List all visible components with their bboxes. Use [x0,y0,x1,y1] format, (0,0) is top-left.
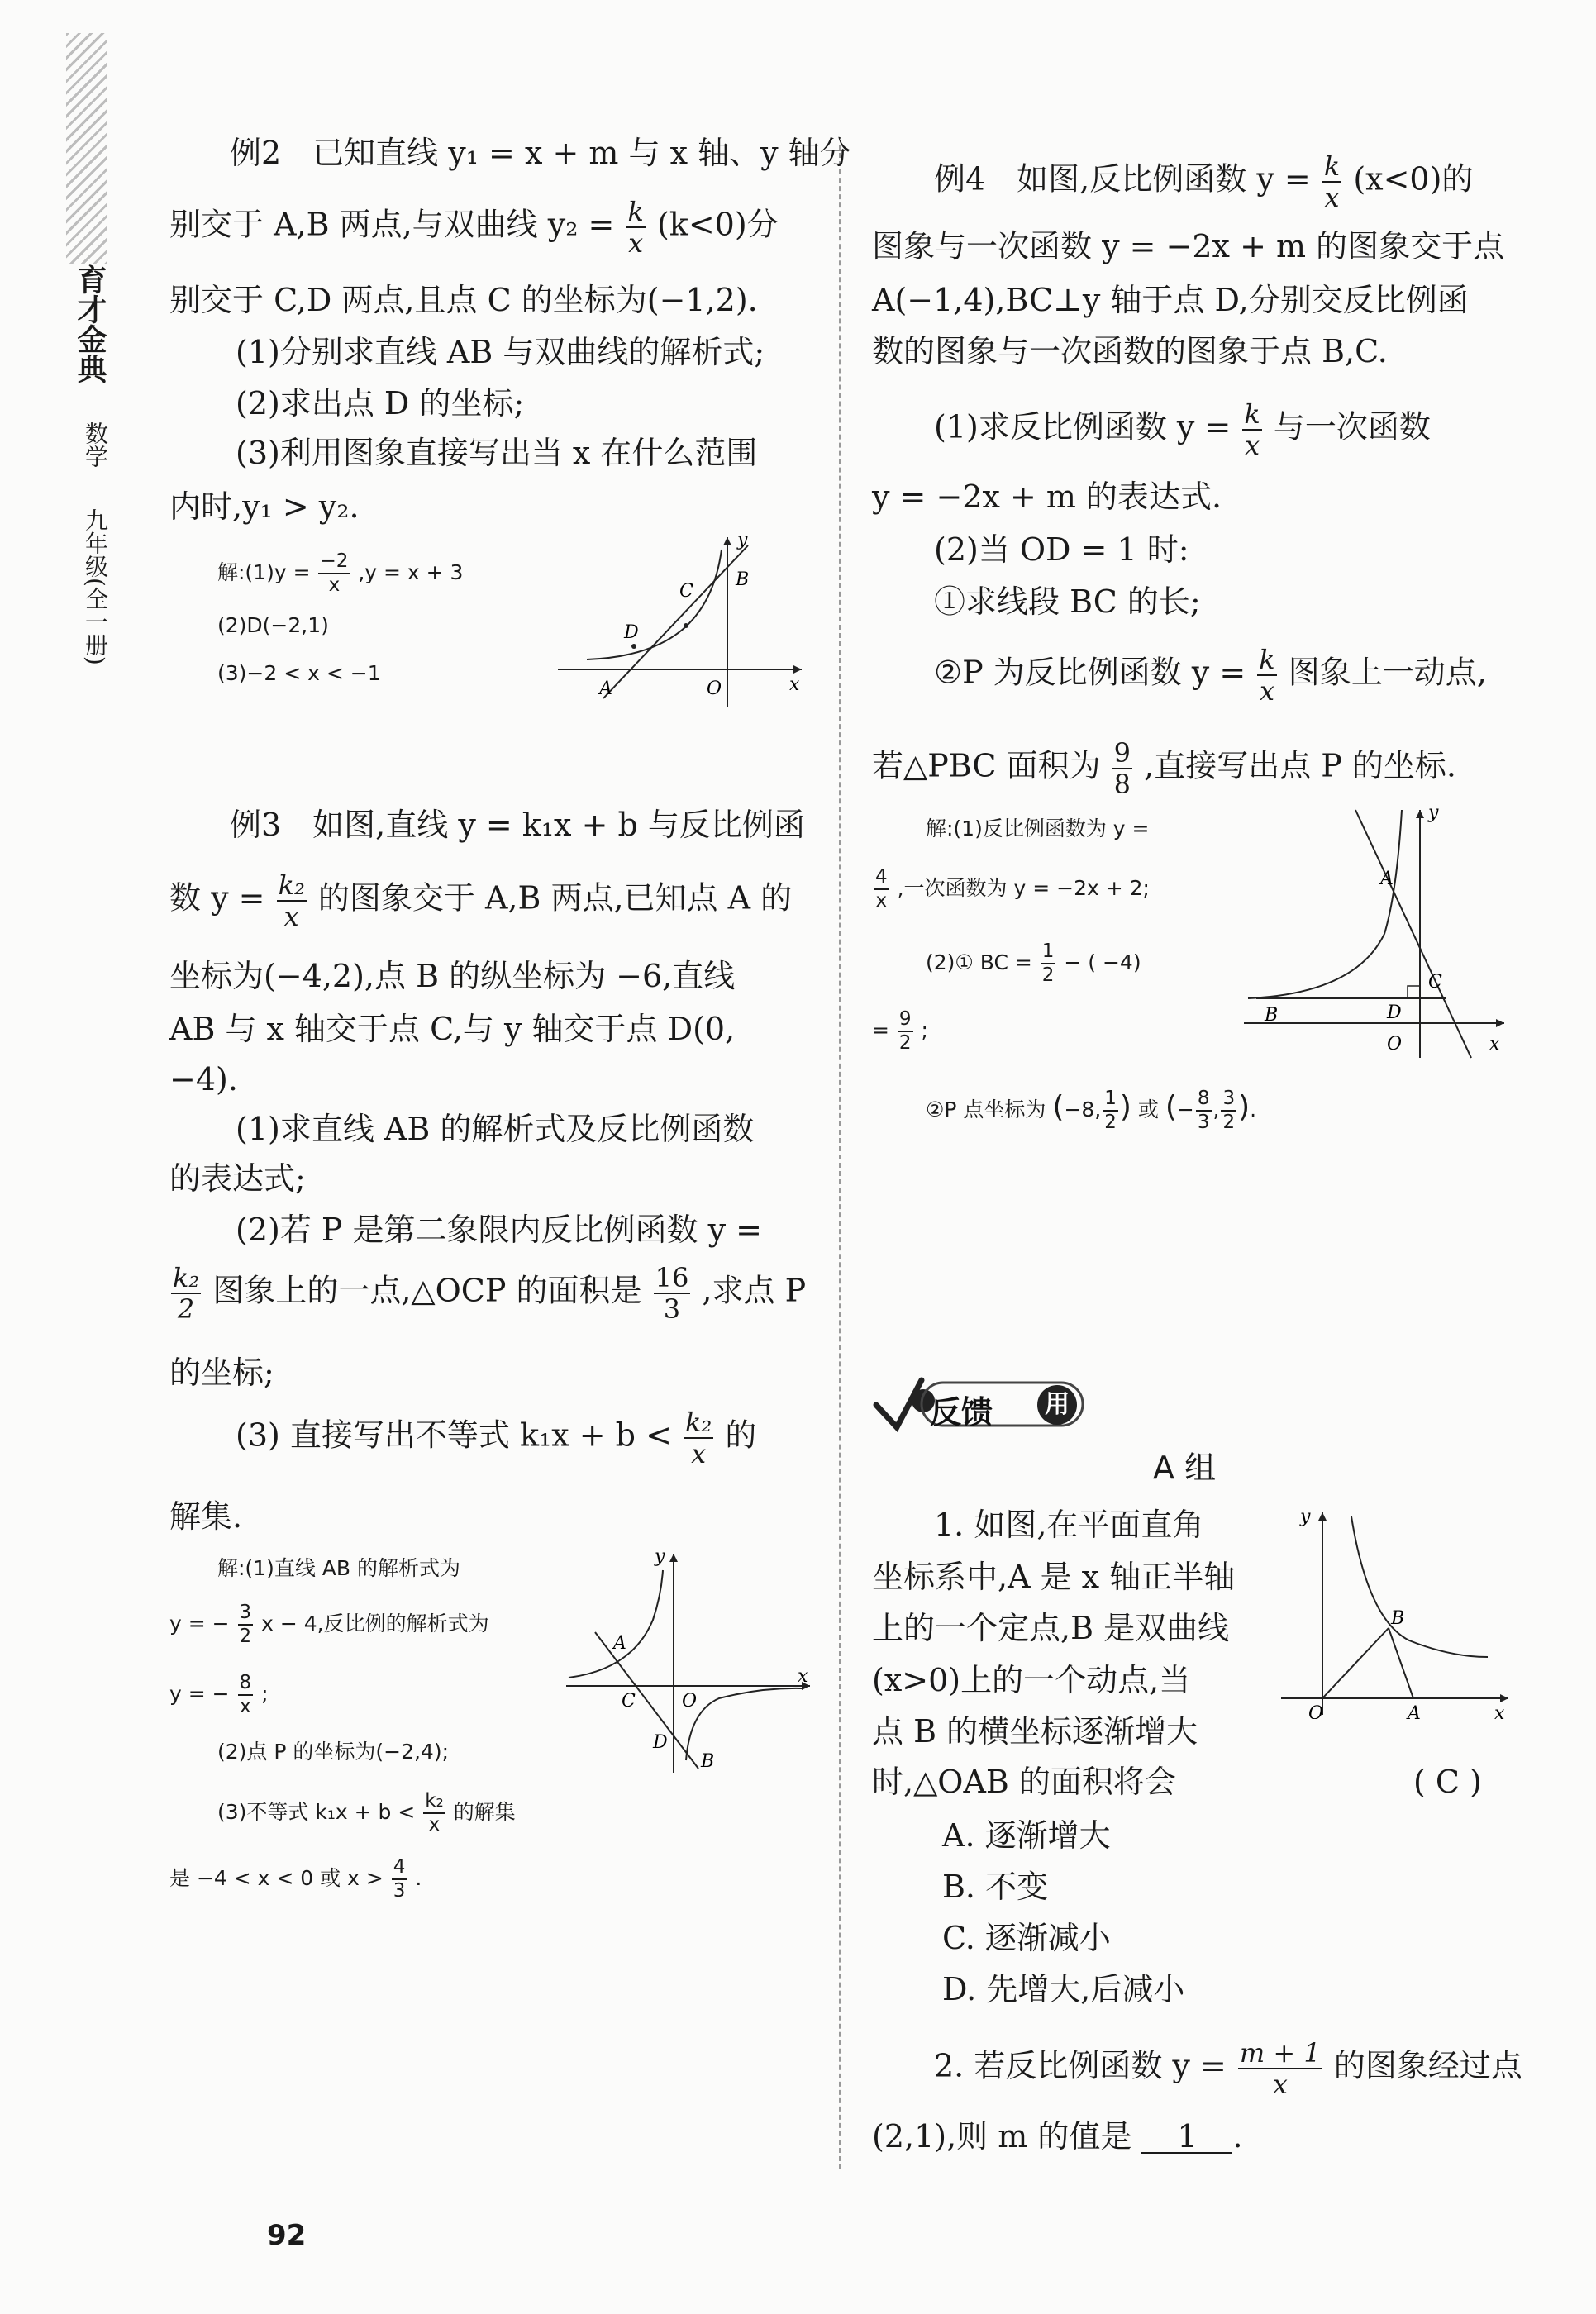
ex3-graph-B-label: B [701,1751,715,1772]
problem1-graph-y-label: y [1300,1507,1311,1527]
ex3-question2: (2)若 P 是第二象限内反比例函数 y = [236,1212,763,1248]
ex2-question3: (3)利用图象直接写出当 x 在什么范围 [236,435,758,471]
ex2-line3: 别交于 C,D 两点,且点 C 的坐标为(−1,2). [169,282,758,318]
ex3-graph [562,1545,827,1777]
column-divider [839,145,841,2169]
ex3-line3: 坐标为(−4,2),点 B 的纵坐标为 −6,直线 [169,958,736,994]
ex4-question2a: ①求线段 BC 的长; [934,583,1201,620]
ex3-solution1-a: 解:(1)直线 AB 的解析式为 [217,1556,460,1580]
ex3-line5: −4). [169,1061,238,1097]
ex3-graph-y-label: y [655,1546,665,1567]
problem1-answer: ( C ) [1413,1764,1482,1800]
ex4-graph-B-label: B [1265,1005,1279,1026]
subject-label: 数学 [82,421,109,468]
ex2-graph-D-label: D [624,622,639,643]
problem2-line1: 2. 若反比例函数 y = $\frac{m + 1}{x}$ 的图象经过点 [934,2037,1522,2100]
ex4-solution1-b: $\frac{4}{x}$ ,一次函数为 y = −2x + 2; [875,866,1150,912]
ex3-question3-end: 解集. [169,1498,243,1535]
problem1-line4: (x>0)上的一个动点,当 [872,1662,1191,1698]
ex4-solution2-a: (2)① BC = $\frac{1}{2}$ − ( −4) [926,940,1141,986]
grade-label: 九年级(全一册) [82,508,109,665]
ex4-question1: (1)求反比例函数 y = $\frac{k}{x}$ 与一次函数 [934,398,1431,461]
problem2-line2: (2,1),则 m 的值是 1 . [872,2118,1243,2154]
problem1-option-a: A. 逐渐增大 [942,1817,1111,1854]
ex3-solution3-b: 是 −4 < x < 0 或 x > $\frac{4}{3}$ . [169,1856,422,1902]
ex4-graph-origin-label: O [1387,1034,1403,1055]
problem1-line2: 坐标系中,A 是 x 轴正半轴 [872,1559,1236,1595]
ex2-question2: (2)求出点 D 的坐标; [236,385,525,421]
problem1-line1: 1. 如图,在平面直角 [934,1507,1204,1543]
ex4-question2: (2)当 OD = 1 时: [934,531,1189,568]
problem1-line6: 时,△OAB 的面积将会 [872,1764,1176,1800]
feedback-badge-use: 用 [1037,1385,1077,1425]
ex4-question1-cont: y = −2x + m 的表达式. [872,479,1222,515]
ex3-solution3-a: (3)不等式 k₁x + b < $\frac{\text{k₂}}{x}$ 的解集 [217,1790,516,1835]
ex4-solution3: ②P 点坐标为 (−8, $\frac{1}{2}$ ) 或 (− $\frac{8}{3}$ , $\frac{3}{2}$ ). [926,1088,1257,1133]
ex4-line4: 数的图象与一次函数的图象于点 B,C. [872,333,1388,369]
problem1-graph-B-label: B [1391,1608,1405,1629]
ex2-graph [554,529,818,711]
ex4-line1: 例4 如图,反比例函数 y = $\frac{k}{x}$ (x<0)的 [934,150,1474,213]
ex2-graph-B-label: B [736,569,750,590]
ex3-question1-cont: 的表达式; [169,1160,306,1197]
ex4-question2c: 若△PBC 面积为 $\frac{9}{8}$ ,直接写出点 P 的坐标. [872,737,1457,800]
ex4-graph [1240,802,1513,1066]
ex2-question1: (1)分别求直线 AB 与双曲线的解析式; [236,334,765,370]
ex3-graph-origin-label: O [682,1691,698,1712]
ex3-line2: 数 y = $\frac{\text{k₂}}{x}$ 的图象交于 A,B 两点,已知点 A 的 [169,869,793,932]
ex3-line4: AB 与 x 轴交于点 C,与 y 轴交于点 D(0, [169,1011,736,1047]
ex2-graph-A-label: A [599,678,612,699]
brand-title: 育才金典 [73,264,107,383]
decorative-hatch [66,33,107,264]
ex2-line2: 别交于 A,B 两点,与双曲线 y₂ = $\frac{k}{x}$ (k<0)分 [169,196,779,259]
page-number: 92 [267,2219,307,2252]
ex3-graph-C-label: C [622,1691,636,1712]
ex2-solution3: (3)−2 < x < −1 [217,661,381,685]
ex3-question1: (1)求直线 AB 的解析式及反比例函数 [236,1111,755,1147]
ex2-graph-y-label: y [737,530,748,550]
ex3-question2-end: 的坐标; [169,1355,274,1391]
ex2-solution2: (2)D(−2,1) [217,613,329,637]
ex4-graph-y-label: y [1428,802,1439,823]
problem1-graph-x-label: x [1494,1703,1505,1719]
group-title: A 组 [1153,1450,1217,1486]
ex4-graph-x-label: x [1489,1034,1500,1055]
problem1-option-b: B. 不变 [942,1869,1049,1905]
problem1-line3: 上的一个定点,B 是双曲线 [872,1610,1230,1646]
ex2-question3-cont: 内时,y₁ > y₂. [169,488,360,525]
problem1-line5: 点 B 的横坐标逐渐增大 [872,1713,1198,1750]
ex3-solution1-b: y = − $\frac{3}{2}$ x − 4,反比例的解析式为 [169,1602,489,1647]
ex3-graph-A-label: A [613,1633,626,1654]
ex3-solution1-c: y = − $\frac{8}{x}$ ; [169,1672,269,1717]
problem2-answer: 1 [1141,2121,1232,2154]
ex2-solution1: 解:(1)y = $\frac{-2}{x}$ ,y = x + 3 [217,550,464,596]
problem1-graph [1277,1504,1517,1719]
ex4-line3: A(−1,4),BC⊥y 轴于点 D,分别交反比例函 [872,282,1469,318]
ex3-graph-x-label: x [798,1666,808,1687]
ex4-line2: 图象与一次函数 y = −2x + m 的图象交于点 [872,228,1505,264]
ex3-line1: 例3 如图,直线 y = k₁x + b 与反比例函 [230,807,805,843]
ex3-question2-cont: $\frac{\text{k₂}}{2}$ 图象上的一点,△OCP 的面积是 $\frac{16}{3}$ ,求点 P [173,1262,807,1325]
ex2-graph-x-label: x [789,674,800,695]
ex2-graph-C-label: C [679,581,693,602]
ex2-graph-origin-label: O [707,678,722,699]
problem1-graph-origin-label: O [1308,1703,1324,1719]
ex3-question3: (3) 直接写出不等式 k₁x + b < $\frac{\text{k₂}}{x}$ 的 [236,1407,757,1469]
feedback-badge-label: 反馈 [930,1394,993,1431]
ex3-graph-D-label: D [653,1732,668,1753]
problem1-option-c: C. 逐渐减小 [942,1920,1111,1956]
ex4-graph-A-label: A [1380,869,1394,889]
ex4-graph-C-label: C [1428,972,1442,993]
ex3-solution2: (2)点 P 的坐标为(−2,4); [217,1740,450,1764]
problem1-option-d: D. 先增大,后减小 [942,1971,1185,2007]
ex4-solution2-b: = $\frac{9}{2}$ ; [872,1008,928,1054]
ex2-line1: 例2 已知直线 y₁ = x + m 与 x 轴、y 轴分 [230,135,851,171]
ex4-solution1-a: 解:(1)反比例函数为 y = [926,817,1150,840]
problem1-graph-A-label: A [1408,1703,1421,1719]
ex4-question2b: ②P 为反比例函数 y = $\frac{k}{x}$ 图象上一动点, [934,644,1487,707]
ex4-graph-D-label: D [1387,1002,1402,1023]
